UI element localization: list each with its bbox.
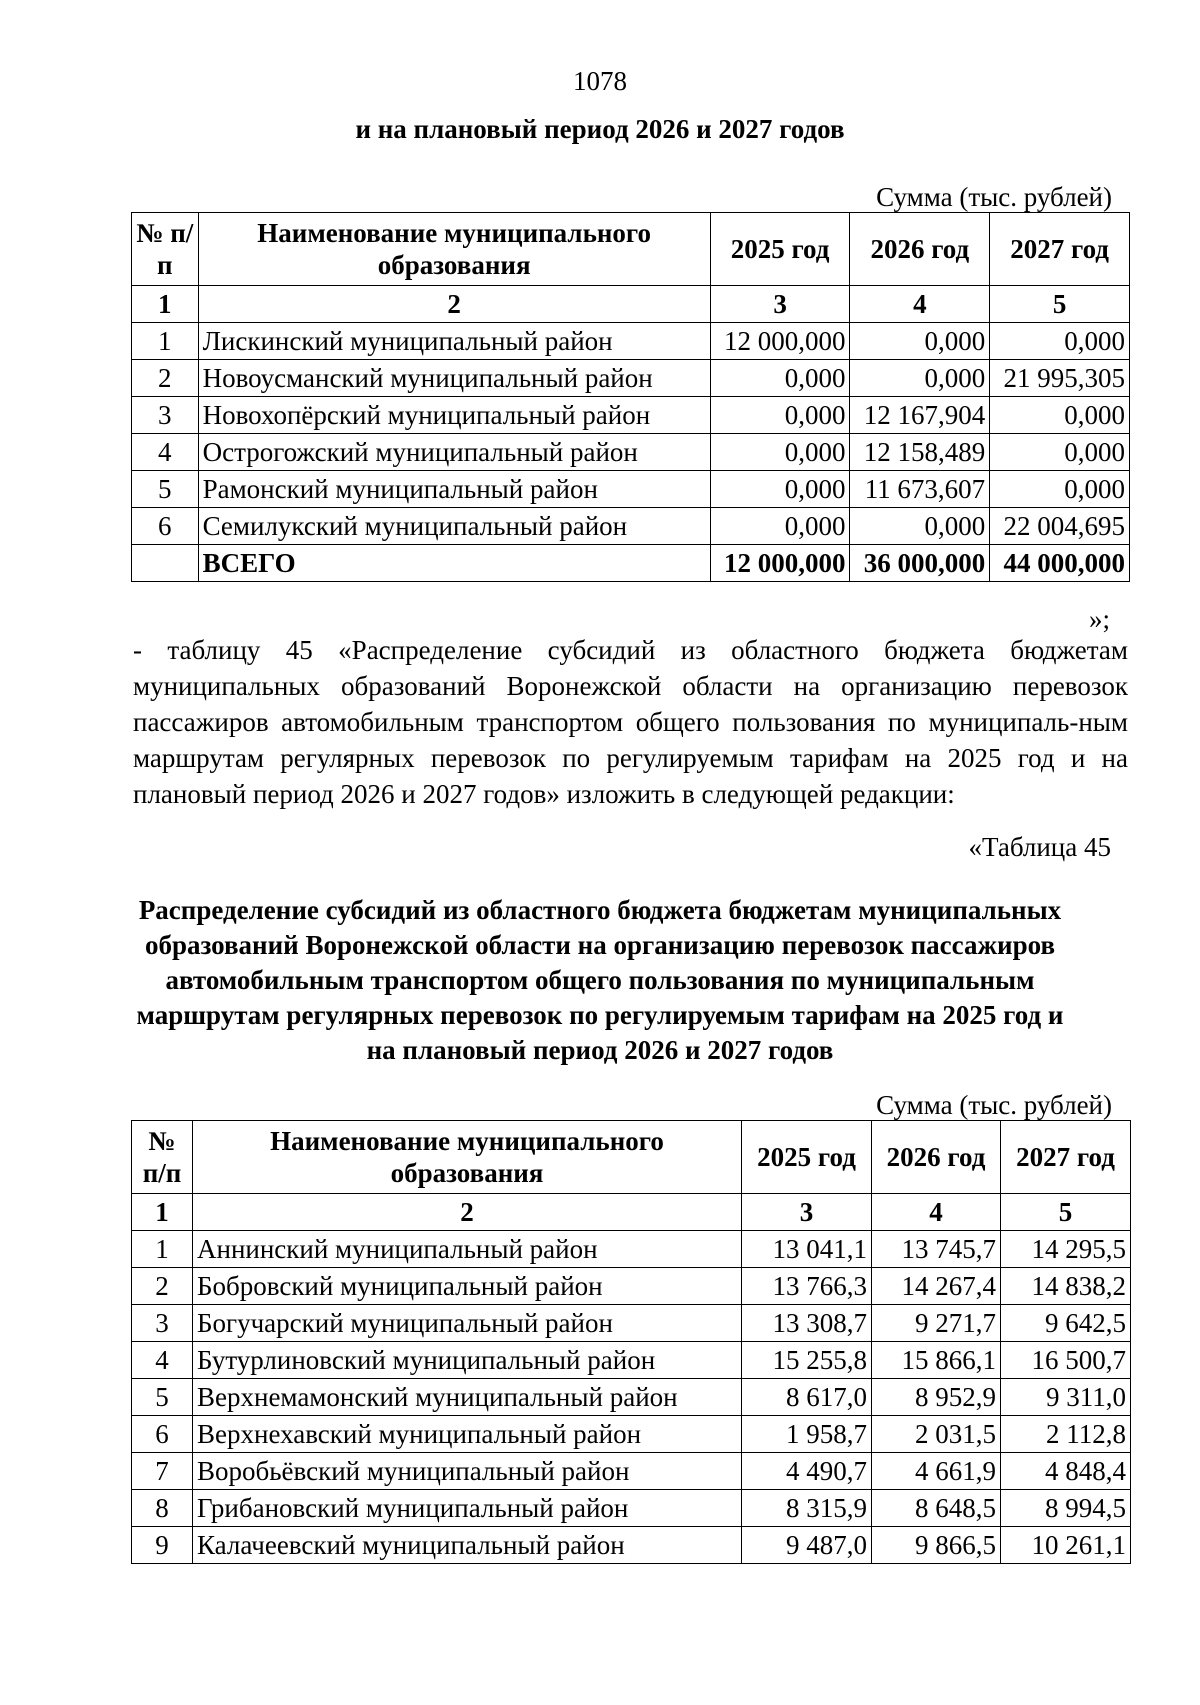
closing-quote: »; xyxy=(1088,604,1110,634)
value-2025: 8 617,0 xyxy=(742,1379,872,1416)
value-2026: 4 661,9 xyxy=(872,1453,1001,1490)
value-2027: 8 994,5 xyxy=(1001,1490,1131,1527)
table-row xyxy=(132,1527,1131,1564)
column-header-2026: 2026 год xyxy=(872,1121,1001,1194)
value-2026: 2 031,5 xyxy=(872,1416,1001,1453)
column-header-name: Наименование муниципального образования xyxy=(193,1121,742,1194)
value-2027: 14 838,2 xyxy=(1001,1268,1131,1305)
municipality-name: Острогожский муниципальный район xyxy=(198,434,710,471)
column-header-name: Наименование муниципального образования xyxy=(198,213,710,286)
row-number: 2 xyxy=(132,360,199,397)
table-row xyxy=(132,471,1130,508)
value-2025: 0,000 xyxy=(710,360,850,397)
column-number: 3 xyxy=(742,1194,872,1231)
row-number: 9 xyxy=(132,1527,193,1564)
value-2025: 8 315,9 xyxy=(742,1490,872,1527)
table-reference: «Таблица 45 xyxy=(968,832,1111,862)
column-number: 5 xyxy=(990,286,1130,323)
table-row xyxy=(132,434,1130,471)
subsidy-table-1 xyxy=(131,212,1130,582)
column-header-no: № п/п xyxy=(132,1121,193,1194)
value-2025: 0,000 xyxy=(710,434,850,471)
municipality-name: Грибановский муниципальный район xyxy=(193,1490,742,1527)
column-number: 1 xyxy=(132,1194,193,1231)
municipality-name: Бобровский муниципальный район xyxy=(193,1268,742,1305)
column-number: 2 xyxy=(198,286,710,323)
row-number: 4 xyxy=(132,434,199,471)
page-number: 1078 xyxy=(573,66,627,96)
value-2025: 13 308,7 xyxy=(742,1305,872,1342)
value-2027: 14 295,5 xyxy=(1001,1231,1131,1268)
value-2027: 16 500,7 xyxy=(1001,1342,1131,1379)
municipality-name: Богучарский муниципальный район xyxy=(193,1305,742,1342)
column-number: 2 xyxy=(193,1194,742,1231)
value-2027: 10 261,1 xyxy=(1001,1527,1131,1564)
column-number-row xyxy=(132,286,1130,323)
table-2-units-label: Сумма (тыс. рублей) xyxy=(876,1090,1112,1120)
table-44-heading-tail: и на плановый период 2026 и 2027 годов xyxy=(355,114,845,144)
table-45-title: Распределение субсидий из областного бюджета бюджетам муниципальных образований Воронежской области на организацию перевозок пассажиров автомобильным транспортом общего пользования по муниципальным маршрутам регулярных перевозок по регулируемым тарифам на 2025 год и на плановый период 2026 и 2027 годов xyxy=(136,895,1064,1065)
value-2026: 8 648,5 xyxy=(872,1490,1001,1527)
value-2027: 2 112,8 xyxy=(1001,1416,1131,1453)
value-2027: 4 848,4 xyxy=(1001,1453,1131,1490)
value-2026: 0,000 xyxy=(850,360,990,397)
column-number: 4 xyxy=(872,1194,1001,1231)
column-number: 4 xyxy=(850,286,990,323)
value-2027: 0,000 xyxy=(990,434,1130,471)
table-row xyxy=(132,1379,1131,1416)
value-2025: 15 255,8 xyxy=(742,1342,872,1379)
table-row xyxy=(132,508,1130,545)
value-2026: 15 866,1 xyxy=(872,1342,1001,1379)
value-2025: 4 490,7 xyxy=(742,1453,872,1490)
table-row xyxy=(132,1342,1131,1379)
municipality-name: Верхнехавский муниципальный район xyxy=(193,1416,742,1453)
value-2027: 0,000 xyxy=(990,397,1130,434)
total-2026: 36 000,000 xyxy=(850,545,990,582)
column-header-2027: 2027 год xyxy=(1001,1121,1131,1194)
row-number: 6 xyxy=(132,508,199,545)
value-2026: 14 267,4 xyxy=(872,1268,1001,1305)
total-empty-cell xyxy=(132,545,199,582)
municipality-name: Верхнемамонский муниципальный район xyxy=(193,1379,742,1416)
value-2027: 9 311,0 xyxy=(1001,1379,1131,1416)
value-2027: 9 642,5 xyxy=(1001,1305,1131,1342)
value-2025: 0,000 xyxy=(710,397,850,434)
value-2026: 11 673,607 xyxy=(850,471,990,508)
table-row xyxy=(132,360,1130,397)
column-header-2027: 2027 год xyxy=(990,213,1130,286)
row-number: 7 xyxy=(132,1453,193,1490)
table-row xyxy=(132,397,1130,434)
row-number: 5 xyxy=(132,471,199,508)
amendment-paragraph: - таблицу 45 «Распределение субсидий из областного бюджета бюджетам муниципальных образований Воронежской области на организацию перевозок пассажиров автомобильным транспортом общего пользования по муниципаль-ным маршрутам регулярных перевозок по регулируемым тарифам на 2025 год и на плановый период 2026 и 2027 годов» изложить в следующей редакции: xyxy=(133,635,1128,809)
municipality-name: Новоусманский муниципальный район xyxy=(198,360,710,397)
subsidy-table-2 xyxy=(131,1120,1131,1564)
table-row xyxy=(132,323,1130,360)
column-number-row xyxy=(132,1194,1131,1231)
value-2026: 0,000 xyxy=(850,508,990,545)
municipality-name: Лискинский муниципальный район xyxy=(198,323,710,360)
value-2026: 12 167,904 xyxy=(850,397,990,434)
value-2027: 21 995,305 xyxy=(990,360,1130,397)
municipality-name: Аннинский муниципальный район xyxy=(193,1231,742,1268)
value-2026: 0,000 xyxy=(850,323,990,360)
municipality-name: Воробьёвский муниципальный район xyxy=(193,1453,742,1490)
row-number: 8 xyxy=(132,1490,193,1527)
municipality-name: Семилукский муниципальный район xyxy=(198,508,710,545)
value-2025: 13 766,3 xyxy=(742,1268,872,1305)
table-header-row xyxy=(132,213,1130,286)
value-2025: 12 000,000 xyxy=(710,323,850,360)
table-row xyxy=(132,1416,1131,1453)
row-number: 2 xyxy=(132,1268,193,1305)
row-number: 1 xyxy=(132,323,199,360)
value-2026: 13 745,7 xyxy=(872,1231,1001,1268)
table-header-row xyxy=(132,1121,1131,1194)
row-number: 3 xyxy=(132,397,199,434)
table-1-units-label: Сумма (тыс. рублей) xyxy=(876,182,1112,212)
municipality-name: Бутурлиновский муниципальный район xyxy=(193,1342,742,1379)
table-row xyxy=(132,1453,1131,1490)
row-number: 4 xyxy=(132,1342,193,1379)
value-2027: 22 004,695 xyxy=(990,508,1130,545)
table-row xyxy=(132,1490,1131,1527)
total-2025: 12 000,000 xyxy=(710,545,850,582)
column-header-no: № п/п xyxy=(132,213,199,286)
value-2027: 0,000 xyxy=(990,471,1130,508)
value-2026: 8 952,9 xyxy=(872,1379,1001,1416)
column-header-2025: 2025 год xyxy=(742,1121,872,1194)
value-2025: 0,000 xyxy=(710,508,850,545)
column-header-2026: 2026 год xyxy=(850,213,990,286)
column-number: 1 xyxy=(132,286,199,323)
table-row xyxy=(132,1268,1131,1305)
municipality-name: Калачеевский муниципальный район xyxy=(193,1527,742,1564)
municipality-name: Новохопёрский муниципальный район xyxy=(198,397,710,434)
value-2026: 12 158,489 xyxy=(850,434,990,471)
row-number: 1 xyxy=(132,1231,193,1268)
value-2026: 9 866,5 xyxy=(872,1527,1001,1564)
column-header-2025: 2025 год xyxy=(710,213,850,286)
value-2026: 9 271,7 xyxy=(872,1305,1001,1342)
value-2025: 9 487,0 xyxy=(742,1527,872,1564)
value-2025: 0,000 xyxy=(710,471,850,508)
value-2025: 13 041,1 xyxy=(742,1231,872,1268)
total-label: ВСЕГО xyxy=(198,545,710,582)
table-row xyxy=(132,1305,1131,1342)
value-2025: 1 958,7 xyxy=(742,1416,872,1453)
row-number: 3 xyxy=(132,1305,193,1342)
column-number: 5 xyxy=(1001,1194,1131,1231)
total-row xyxy=(132,545,1130,582)
table-row xyxy=(132,1231,1131,1268)
row-number: 5 xyxy=(132,1379,193,1416)
municipality-name: Рамонский муниципальный район xyxy=(198,471,710,508)
row-number: 6 xyxy=(132,1416,193,1453)
value-2027: 0,000 xyxy=(990,323,1130,360)
total-2027: 44 000,000 xyxy=(990,545,1130,582)
column-number: 3 xyxy=(710,286,850,323)
